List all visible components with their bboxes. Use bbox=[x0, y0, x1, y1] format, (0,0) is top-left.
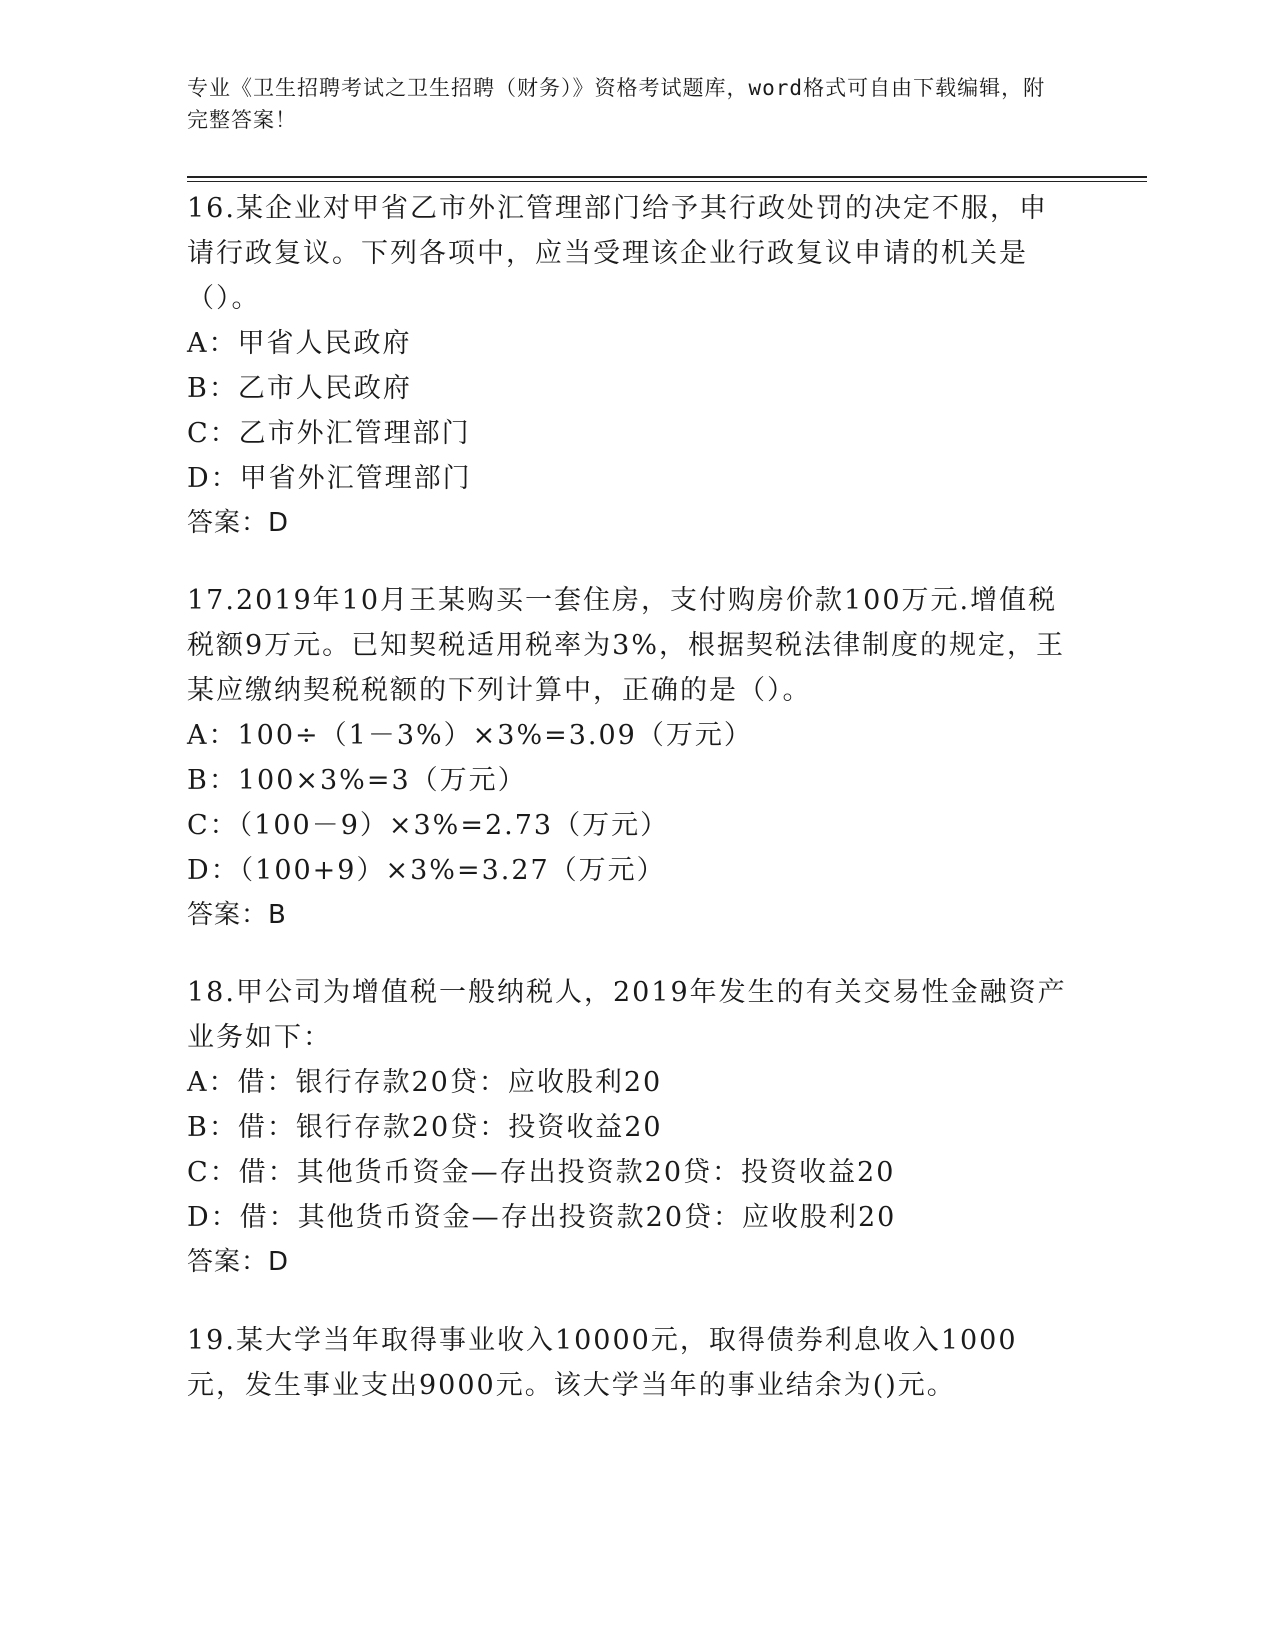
header-divider-thin bbox=[187, 181, 1147, 182]
question-stem: 17.2019年10月王某购买一套住房，支付购房价款100万元.增值税税额9万元。已知契税适用税率为3%，根据契税法律制度的规定，王某应缴纳契税税额的下列计算中，正确的是（）。 bbox=[187, 585, 1066, 706]
question-stem: 16.某企业对甲省乙市外汇管理部门给予其行政处罚的决定不服，申请行政复议。下列各项中，应当受理该企业行政复议申请的机关是（）。 bbox=[187, 193, 1048, 314]
header-divider bbox=[187, 176, 1147, 178]
option-c: C：乙市外汇管理部门 bbox=[187, 418, 471, 449]
option-c: C：借：其他货币资金—存出投资款20贷：投资收益20 bbox=[187, 1157, 896, 1188]
option-a: A：借：银行存款20贷：应收股利20 bbox=[187, 1067, 663, 1098]
question-17 bbox=[187, 578, 1067, 938]
option-d: D：甲省外汇管理部门 bbox=[187, 463, 472, 494]
option-a: A：甲省人民政府 bbox=[187, 328, 412, 359]
option-d: D：（100+9）×3%=3.27（万元） bbox=[187, 855, 666, 886]
option-c: C：（100－9）×3%=2.73（万元） bbox=[187, 810, 670, 841]
question-stem: 18.甲公司为增值税一般纳税人，2019年发生的有关交易性金融资产业务如下： bbox=[187, 977, 1067, 1053]
option-b: B：乙市人民政府 bbox=[187, 373, 412, 404]
answer: 答案：D bbox=[187, 508, 290, 538]
question-stem: 19.某大学当年取得事业收入10000元，取得债券利息收入1000元，发生事业支出9000元。该大学当年的事业结余为()元。 bbox=[187, 1325, 1018, 1401]
question-19 bbox=[187, 1318, 1067, 1408]
option-b: B：100×3%=3（万元） bbox=[187, 765, 527, 796]
option-d: D：借：其他货币资金—存出投资款20贷：应收股利20 bbox=[187, 1202, 897, 1233]
question-18 bbox=[187, 970, 1067, 1285]
option-b: B：借：银行存款20贷：投资收益20 bbox=[187, 1112, 663, 1143]
header-text: 专业《卫生招聘考试之卫生招聘（财务）》资格考试题库，word格式可自由下载编辑，附完整答案！ bbox=[187, 76, 1046, 132]
answer: 答案：B bbox=[187, 900, 287, 930]
option-a: A：100÷（1－3%）×3%=3.09（万元） bbox=[187, 720, 753, 751]
answer: 答案：D bbox=[187, 1247, 290, 1277]
question-16 bbox=[187, 186, 1067, 546]
document-header bbox=[187, 72, 1147, 136]
